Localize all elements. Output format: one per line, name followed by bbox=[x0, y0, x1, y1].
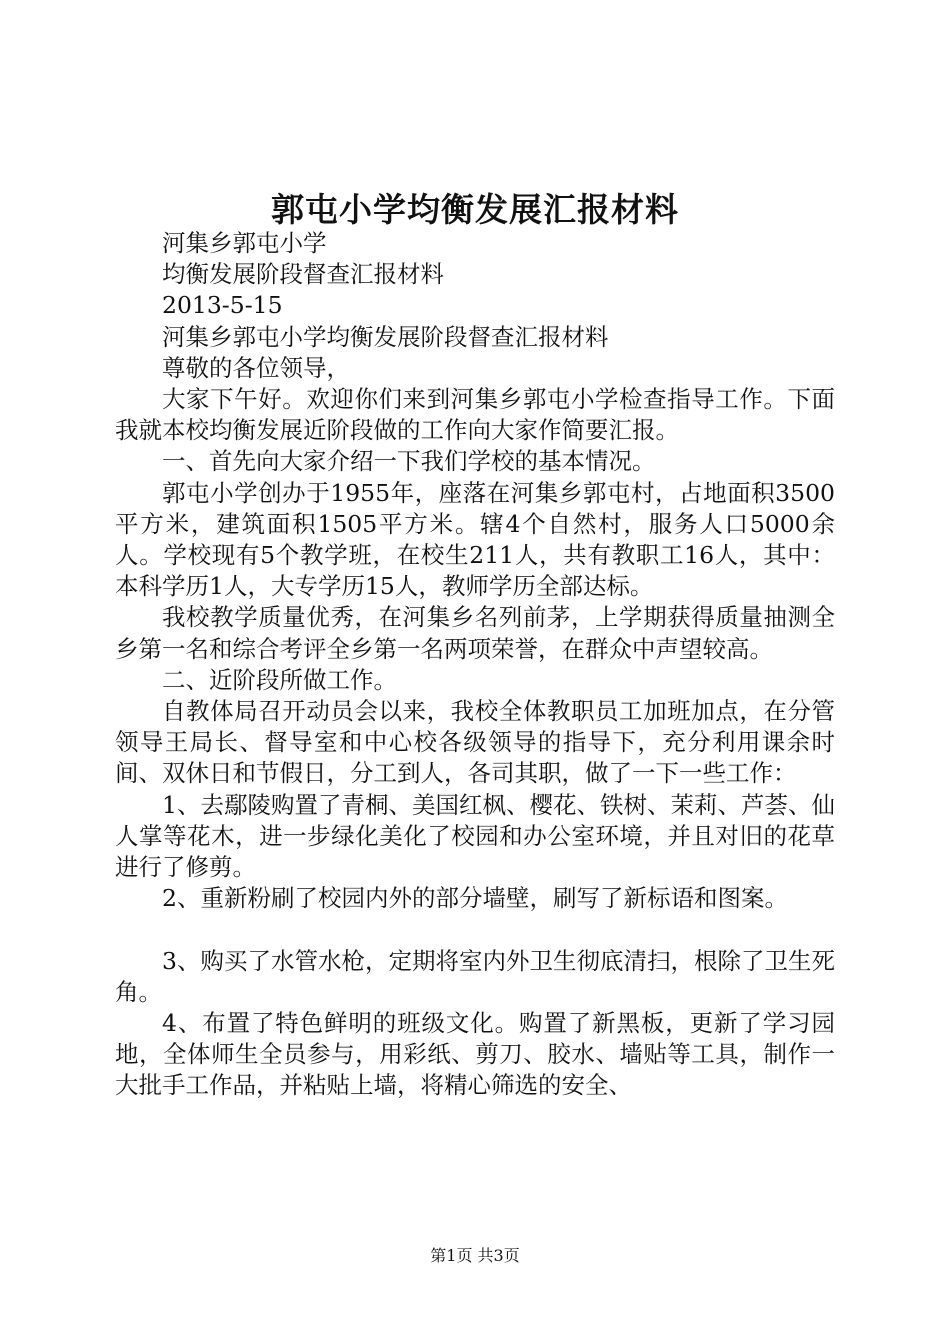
paragraph: 2、重新粉刷了校园内外的部分墙壁，刷写了新标语和图案。 bbox=[162, 884, 788, 913]
paragraph: 自教体局召开动员会以来，我校全体教职员工加班加点，在分管领导王局长、督导室和中心校各级领导的指导下，充分利用课余时间、双休日和节假日，分工到人，各司其职，做了一下一些工作： bbox=[115, 697, 835, 788]
paragraph: 尊敬的各位领导， bbox=[162, 353, 350, 382]
paragraph: 大家下午好。欢迎你们来到河集乡郭屯小学检查指导工作。下面我就本校均衡发展近阶段做的工作向大家作简要汇报。 bbox=[115, 385, 835, 445]
paragraph: 一、首先向大家介绍一下我们学校的基本情况。 bbox=[162, 447, 656, 476]
document-body bbox=[115, 228, 835, 1102]
paragraph: 我校教学质量优秀，在河集乡名列前茅，上学期获得质量抽测全乡第一名和综合考评全乡第一名两项荣誉，在群众中声望较高。 bbox=[115, 603, 835, 663]
paragraph: 均衡发展阶段督查汇报材料 bbox=[162, 260, 444, 289]
paragraph: 河集乡郭屯小学均衡发展阶段督查汇报材料 bbox=[162, 322, 609, 351]
paragraph: 河集乡郭屯小学 bbox=[162, 229, 327, 257]
paragraph: 2013-5-15 bbox=[162, 291, 283, 320]
paragraph: 4、布置了特色鲜明的班级文化。购置了新黑板，更新了学习园地，全体师生全员参与，用彩纸、剪刀、胶水、墙贴等工具，制作一大批手工作品，并粘贴上墙，将精心筛选的安全、 bbox=[115, 1009, 835, 1100]
paragraph: 3、购买了水管水枪，定期将室内外卫生彻底清扫，根除了卫生死角。 bbox=[115, 946, 835, 1006]
paragraph: 1、去鄢陵购置了青桐、美国红枫、樱花、铁树、茉莉、芦荟、仙人掌等花木，进一步绿化美化了校园和办公室环境，并且对旧的花草进行了修剪。 bbox=[115, 790, 835, 882]
paragraph: 二、近阶段所做工作。 bbox=[162, 665, 397, 694]
page-footer: 第1页 共3页 bbox=[430, 1246, 520, 1265]
paragraph: 郭屯小学创办于1955年，座落在河集乡郭屯村，占地面积3500平方米，建筑面积1505平方米。辖4个自然村，服务人口5000余人。学校现有5个教学班，在校生211人，共有教职工16人，其中：本科学历1人，大专学历15人，教师学历全部达标。 bbox=[115, 478, 835, 601]
document-title: 郭屯小学均衡发展汇报材料 bbox=[271, 190, 679, 229]
